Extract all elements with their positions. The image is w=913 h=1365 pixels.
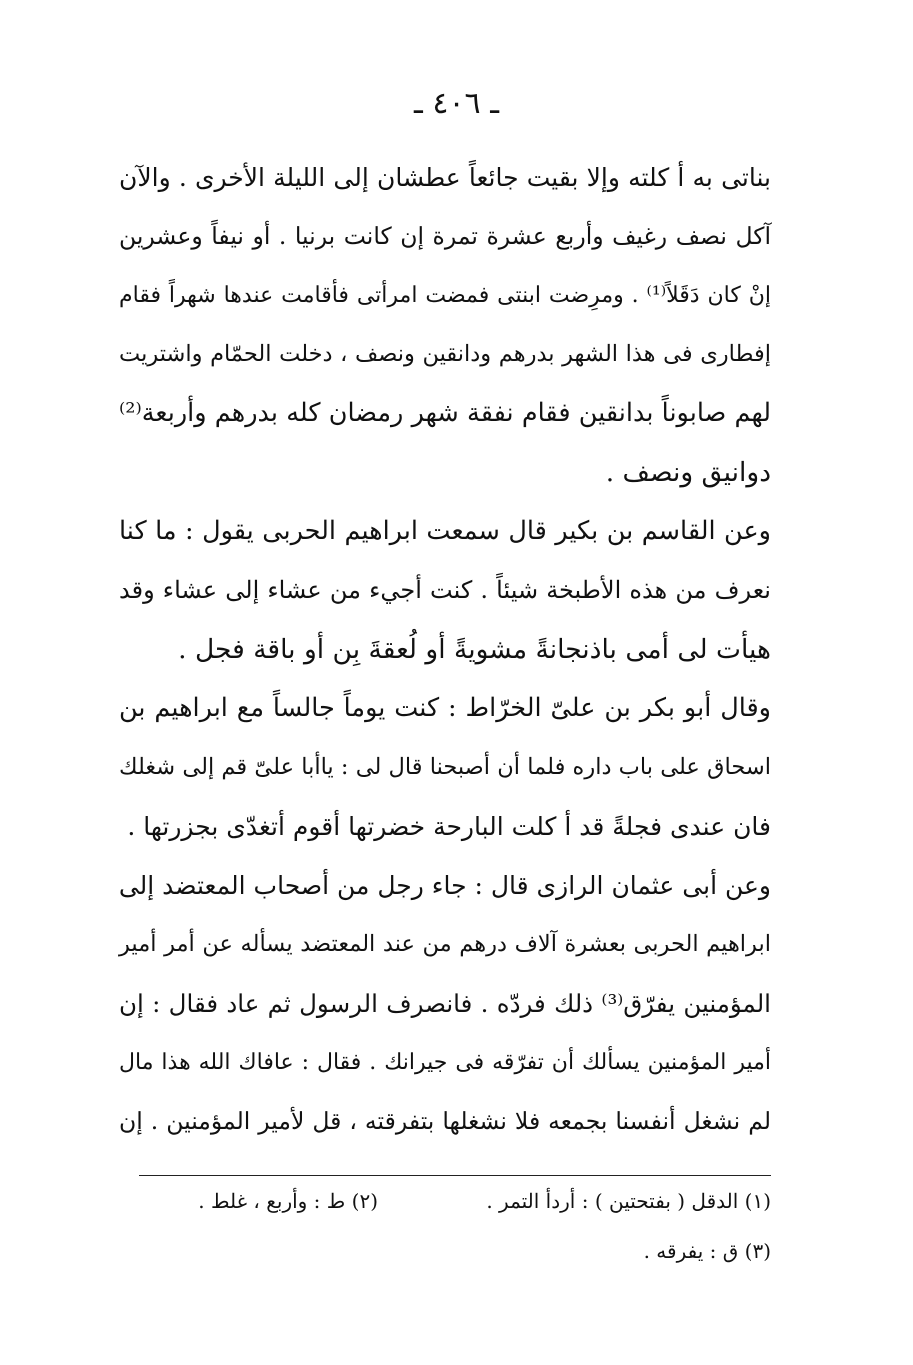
text-line: أمير المؤمنين يسألك أن تفرّقه فى جيرانك . فقال : عافاك الله هذا مال — [119, 1050, 771, 1075]
text-line: إفطارى فى هذا الشهر بدرهم ودانقين ونصف ، دخلت الحمّام واشتريت — [119, 341, 771, 367]
text-line: ابراهيم الحربى بعشرة آلاف درهم من عند المعتضد يسأله عن أمر أمير — [119, 931, 771, 957]
text-line: دوانيق ونصف . — [605, 457, 771, 488]
text-line: بناتى به أ كلته وإلا بقيت جائعاً عطشان إلى الليلة الأخرى . والآن — [119, 163, 771, 192]
page-number: ـ ٤٠٦ ـ — [414, 86, 499, 121]
text-line: المؤمنين يفرّق⁽³⁾ ذلك فردّه . فانصرف الرسول ثم عاد فقال : إن — [119, 989, 771, 1018]
text-line: هيأت لى أمى باذنجانةً مشويةً أو لُعقةَ بِن أو باقة فجل . — [178, 634, 771, 665]
text-line: اسحاق على باب داره فلما أن أصبحنا قال لى : ياأبا علىّ قم إلى شغلك — [119, 754, 771, 780]
text-line: نعرف من هذه الأطبخة شيئاً . كنت أجيء من عشاء إلى عشاء وقد — [119, 576, 771, 604]
text-line: وعن القاسم بن بكير قال سمعت ابراهيم الحربى يقول : ما كنا — [119, 516, 771, 546]
text-line: لم نشغل أنفسنا بجمعه فلا نشغلها بتفرقته ، قل لأمير المؤمنين . إن — [119, 1107, 771, 1135]
body-text — [119, 148, 771, 1151]
text-line: آكل نصف رغيف وأربع عشرة تمرة إن كانت برنيا . أو نيفاً وعشرين — [119, 222, 771, 250]
text-line: وقال أبو بكر بن علىّ الخرّاط : كنت يوماً جالساً مع ابراهيم بن — [119, 693, 771, 723]
text-line: فان عندى فجلةً قد أ كلت البارحة خضرتها أقوم أتغدّى بجزرتها . — [127, 812, 771, 841]
text-line: إنْ كان دَقَلاً⁽¹⁾ . ومرِضت ابنتى فمضت امرأتى فأقامت عندها شهراً فقام — [119, 283, 771, 308]
footnote-divider — [139, 1175, 771, 1176]
text-line: وعن أبى عثمان الرازى قال : جاء رجل من أصحاب المعتضد إلى — [118, 871, 771, 900]
text-line: لهم صابوناً بدانقين فقام نفقة شهر رمضان كله بدرهم وأربعة⁽²⁾ — [119, 398, 771, 428]
footnote-3: (٣) ق : يفرقه . — [643, 1239, 771, 1263]
footnote-2: (٢) ط : وأربع ، غلط . — [198, 1189, 378, 1213]
footnote-1: (١) الدقل ( بفتحتين ) : أردأ التمر . — [486, 1189, 771, 1213]
